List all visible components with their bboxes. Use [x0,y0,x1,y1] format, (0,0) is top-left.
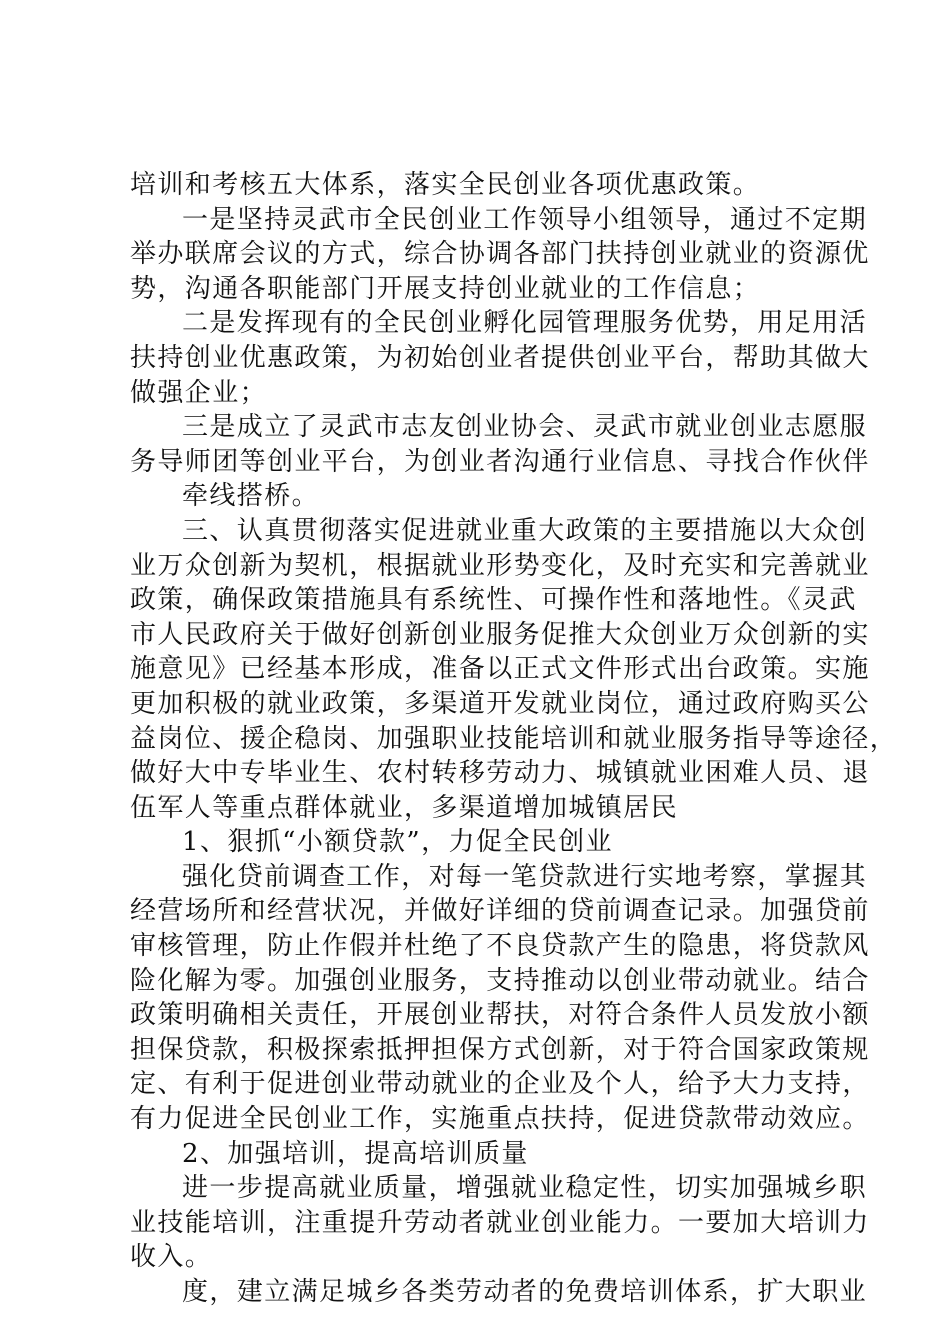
text-line: 二是发挥现有的全民创业孵化园管理服务优势，用足用活 [182,308,868,339]
document-body [130,168,898,1310]
text-line: 担保贷款，积极探索抵押担保方式创新，对于符合国家政策规 [130,1034,870,1065]
text-line: 伍军人等重点群体就业，多渠道增加城镇居民 [130,792,679,823]
text-line: 更加积极的就业政策，多渠道开发就业岗位，通过政府购买公 [130,688,870,719]
text-line: 务导师团等创业平台，为创业者沟通行业信息、寻找合作伙伴 [130,446,870,477]
text-line: 三、认真贯彻落实促进就业重大政策的主要措施以大众创 [182,515,868,546]
text-line: 势，沟通各职能部门开展支持创业就业的工作信息； [130,273,761,304]
text-line: 施意见》已经基本形成，准备以正式文件形式出台政策。实施 [130,654,870,685]
text-line: 政策明确相关责任，开展创业帮扶，对符合条件人员发放小额 [130,1000,870,1031]
text-line: 2、加强培训，提高培训质量 [182,1138,529,1169]
text-line: 益岗位、援企稳岗、加强职业技能培训和就业服务指导等途径， [130,723,898,754]
text-line: 牵线搭桥。 [182,481,320,512]
text-line: 审核管理，防止作假并杜绝了不良贷款产生的隐患，将贷款风 [130,931,870,962]
text-line: 强化贷前调查工作，对每一笔贷款进行实地考察，掌握其 [182,861,868,892]
text-line: 三是成立了灵武市志友创业协会、灵武市就业创业志愿服 [182,412,868,443]
text-line: 扶持创业优惠政策，为初始创业者提供创业平台，帮助其做大 [130,342,870,373]
text-line: 举办联席会议的方式，综合协调各部门扶持创业就业的资源优 [130,239,870,270]
text-line: 业技能培训，注重提升劳动者就业创业能力。一要加大培训力 [130,1207,870,1238]
text-line: 险化解为零。加强创业服务，支持推动以创业带动就业。结合 [130,965,870,996]
text-line: 市人民政府关于做好创新创业服务促推大众创业万众创新的实 [130,619,870,650]
text-line: 度，建立满足城乡各类劳动者的免费培训体系，扩大职业 [182,1277,868,1307]
text-line: 定、有利于促进创业带动就业的企业及个人，给予大力支持， [130,1069,870,1100]
text-line: 做好大中专毕业生、农村转移劳动力、城镇就业困难人员、退 [130,758,870,789]
text-line: 收入。 [130,1242,213,1273]
text-line: 做强企业； [130,377,268,408]
text-line: 一是坚持灵武市全民创业工作领导小组领导，通过不定期 [182,204,868,235]
text-line: 培训和考核五大体系，落实全民创业各项优惠政策。 [130,170,761,200]
text-line: 1、狠抓“小额贷款”，力促全民创业 [182,827,613,858]
text-line: 业万众创新为契机，根据就业形势变化，及时充实和完善就业 [130,550,870,581]
text-line: 经营场所和经营状况，并做好详细的贷前调查记录。加强贷前 [130,896,870,927]
text-line: 政策，确保政策措施具有系统性、可操作性和落地性。《灵武 [130,585,857,616]
text-line: 进一步提高就业质量，增强就业稳定性，切实加强城乡职 [182,1173,868,1204]
text-line: 有力促进全民创业工作，实施重点扶持，促进贷款带动效应。 [130,1104,870,1135]
